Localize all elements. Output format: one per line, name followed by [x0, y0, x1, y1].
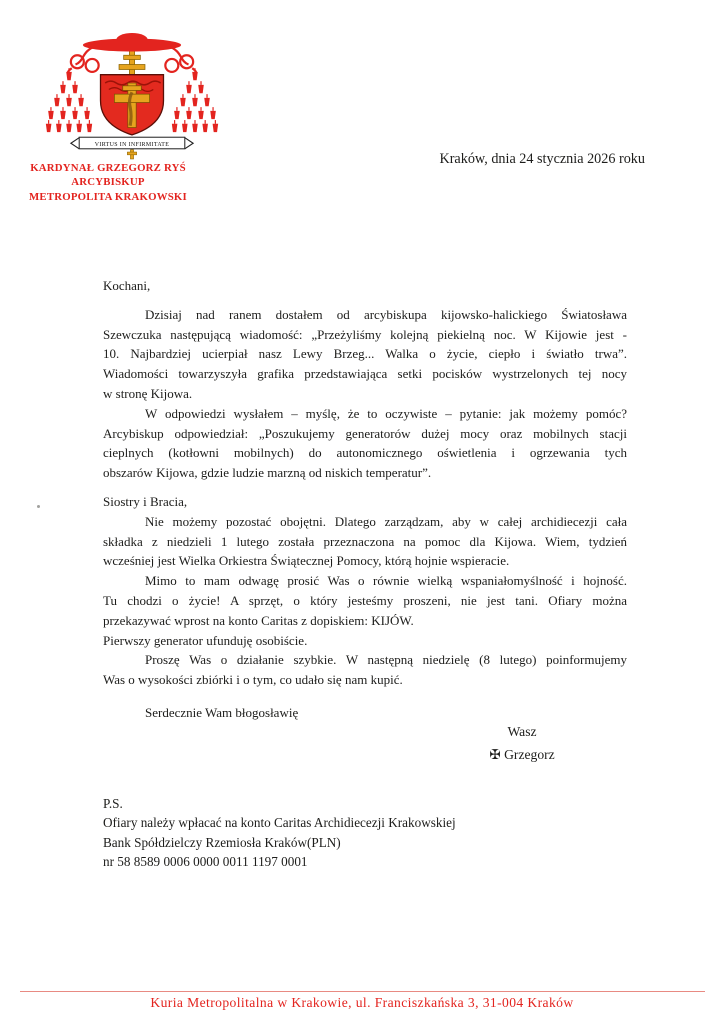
date-line: Kraków, dnia 24 stycznia 2026 roku	[439, 151, 645, 167]
body-line: Kochani,	[103, 278, 151, 293]
ps-label: P.S.	[103, 796, 123, 811]
sender-see: METROPOLITA KRAKOWSKI	[29, 190, 187, 203]
body-line: Proszę Was o działanie szybkie. W następną niedzielę (8 lutego) poinformujemy	[145, 652, 627, 668]
motto-text: VIRTUS IN INFIRMITATE	[94, 141, 170, 148]
body-line: Was o wysokości zbiórki i o tym, co udało się nam kupić.	[103, 672, 403, 688]
sender-name: KARDYNAŁ GRZEGORZ RYŚ	[30, 162, 186, 174]
postscript-block	[103, 794, 603, 871]
body-line: w stronę Kijowa.	[103, 385, 193, 401]
body-line: cieplnych (kotłowni mobilnych) do autonomicznego oświetlenia i ogrzewania tych	[103, 445, 627, 461]
cardinal-coat-of-arms	[44, 31, 220, 161]
footer-rule	[20, 991, 705, 992]
galero-hat-icon	[83, 33, 181, 52]
signature-name-line	[466, 743, 578, 766]
body-line: wcześniej jest Wielka Orkiestra Świątecznej Pomocy, którą hojnie wspieracie.	[103, 553, 510, 569]
signature-name: Grzegorz	[504, 747, 555, 762]
ps-line-account-owner: Ofiary należy wpłacać na konto Caritas Archidiecezji Krakowskiej	[103, 815, 456, 831]
tassels-left	[46, 68, 92, 132]
sender-block	[14, 161, 202, 204]
body-line: Wiadomości towarzyszyła grafika przedstawiająca setki pocisków wystrzelonych tej nocy	[103, 366, 627, 382]
body-line: Arcybiskup odpowiedział: „Poszukujemy generatorów dużej mocy oraz mobilnych stacji	[103, 425, 627, 441]
tassels-right	[172, 68, 218, 132]
signature-intro: Wasz	[507, 724, 537, 739]
body-line: Siostry i Bracia,	[103, 493, 188, 509]
body-line: składka z niedzieli 1 lutego została przeznaczona na pomoc dla Kijowa. Wiem, tydzień	[103, 533, 627, 549]
scan-speck	[37, 505, 40, 508]
signature-block	[466, 720, 578, 766]
body-line: Tu chodzi o życie! A sprzęt, o który jesteśmy proszeni, nie jest tani. Ofiary można	[103, 592, 627, 608]
motto-ribbon	[71, 137, 193, 149]
body-line: Mimo to mam odwagę prosić Was o równie wielką wspaniałomyślność i hojność.	[145, 573, 627, 589]
body-line: Pierwszy generator ufunduję osobiście.	[103, 632, 308, 648]
sender-title: ARCYBISKUP	[71, 176, 145, 189]
shield-icon	[101, 75, 164, 135]
body-line: W odpowiedzi wysłałem – myślę, że to oczywiste – pytanie: jak możemy pomóc?	[145, 405, 627, 421]
body-line: 10. Najbardziej ucierpiał nasz Lewy Brzeg... Walka o życie, ciepło i światło trwa”.	[103, 346, 627, 362]
small-cross-icon	[127, 150, 136, 159]
ps-line-account-number: nr 58 8589 0006 0000 0011 1197 0001	[103, 853, 308, 869]
body-line: Szewczuka następującą wiadomość: „Przeżyliśmy kolejną piekielną noc. W Kijowie jest -	[103, 326, 627, 342]
ps-line-bank: Bank Spółdzielczy Rzemiosła Kraków(PLN)	[103, 834, 341, 850]
footer-address: Kuria Metropolitalna w Krakowie, ul. Franciszkańska 3, 31-004 Kraków	[150, 995, 574, 1010]
letter-body	[103, 276, 627, 723]
bishop-cross-icon: ✠	[489, 747, 501, 762]
body-line: Serdecznie Wam błogosławię	[145, 704, 299, 720]
body-line: obszarów Kijowa, gdzie ludzie marzną od niskich temperatur”.	[103, 465, 432, 481]
body-line: Nie możemy pozostać obojętni. Dlatego zarządzam, aby w całej archidiecezji cała	[145, 513, 627, 529]
body-line: Dzisiaj nad ranem dostałem od arcybiskupa kijowsko-halickiego Światosława	[145, 306, 627, 322]
body-line: przekazywać wprost na konto Caritas z dopiskiem: KIJÓW.	[103, 612, 414, 628]
